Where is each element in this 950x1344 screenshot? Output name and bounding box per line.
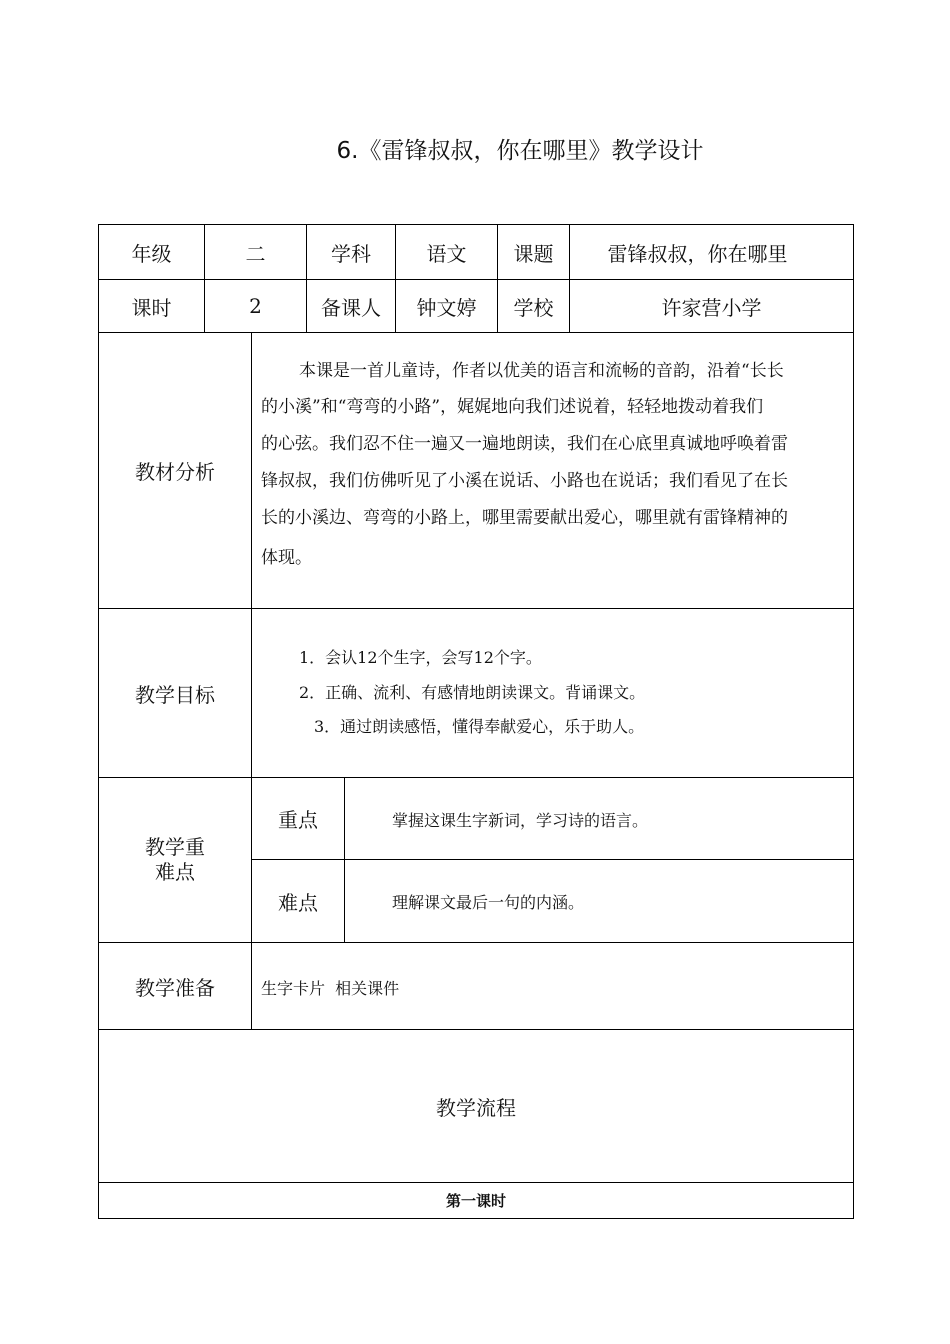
school-value: 许家营小学 — [661, 295, 762, 320]
subject-label: 学科 — [331, 241, 371, 266]
period-value: 2 — [249, 294, 262, 318]
difficult-point-label: 难点 — [278, 890, 318, 915]
keypoints-label-line2: 难点 — [155, 860, 195, 884]
preparation-text: 生字卡片 相关课件 — [261, 979, 400, 998]
analysis-line: 体现。 — [261, 548, 312, 568]
analysis-line: 本课是一首儿童诗，作者以优美的语言和流畅的音韵，沿着“长长 — [299, 361, 784, 381]
analysis-line: 的心弦。我们忍不住一遍又一遍地朗读，我们在心底里真诚地呼唤着雷 — [261, 434, 788, 454]
difficult-point-text: 理解课文最后一句的内涵。 — [392, 893, 585, 912]
grade-label: 年级 — [131, 241, 172, 266]
analysis-line: 的小溪”和“弯弯的小路”，娓娓地向我们述说着，轻轻地拨动着我们 — [261, 397, 764, 417]
topic-value: 雷锋叔叔，你在哪里 — [607, 241, 788, 266]
goal-item: 3．通过朗读感悟，懂得奉献爱心，乐于助人。 — [314, 717, 645, 736]
goal-item: 2．正确、流利、有感情地朗读课文。背诵课文。 — [299, 683, 646, 702]
keypoints-label-line1: 教学重 — [145, 835, 205, 859]
topic-label: 课题 — [513, 241, 554, 266]
keypoints-label — [99, 778, 251, 942]
first-lesson-heading: 第一课时 — [445, 1192, 506, 1210]
subject-value: 语文 — [426, 241, 467, 266]
process-label: 教学流程 — [436, 1095, 516, 1120]
goals-label: 教学目标 — [135, 682, 215, 707]
key-point-text: 掌握这课生字新词，学习诗的语言。 — [392, 811, 649, 830]
key-point-label: 重点 — [278, 808, 318, 832]
analysis-line: 长的小溪边、弯弯的小路上，哪里需要献出爱心，哪里就有雷锋精神的 — [261, 508, 788, 528]
grade-value: 二 — [245, 241, 266, 266]
analysis-line: 锋叔叔，我们仿佛听见了小溪在说话、小路也在说话；我们看见了在长 — [261, 471, 788, 491]
preparer-label: 备课人 — [321, 295, 381, 320]
goal-item: 1．会认12个生字，会写12个字。 — [299, 648, 542, 667]
preparation-label: 教学准备 — [135, 975, 215, 1000]
preparer-value: 钟文婷 — [416, 295, 477, 320]
page-title: 6.《雷锋叔叔，你在哪里》教学设计 — [336, 138, 704, 164]
analysis-label: 教材分析 — [135, 460, 215, 484]
period-label: 课时 — [131, 295, 172, 320]
school-label: 学校 — [513, 295, 554, 320]
